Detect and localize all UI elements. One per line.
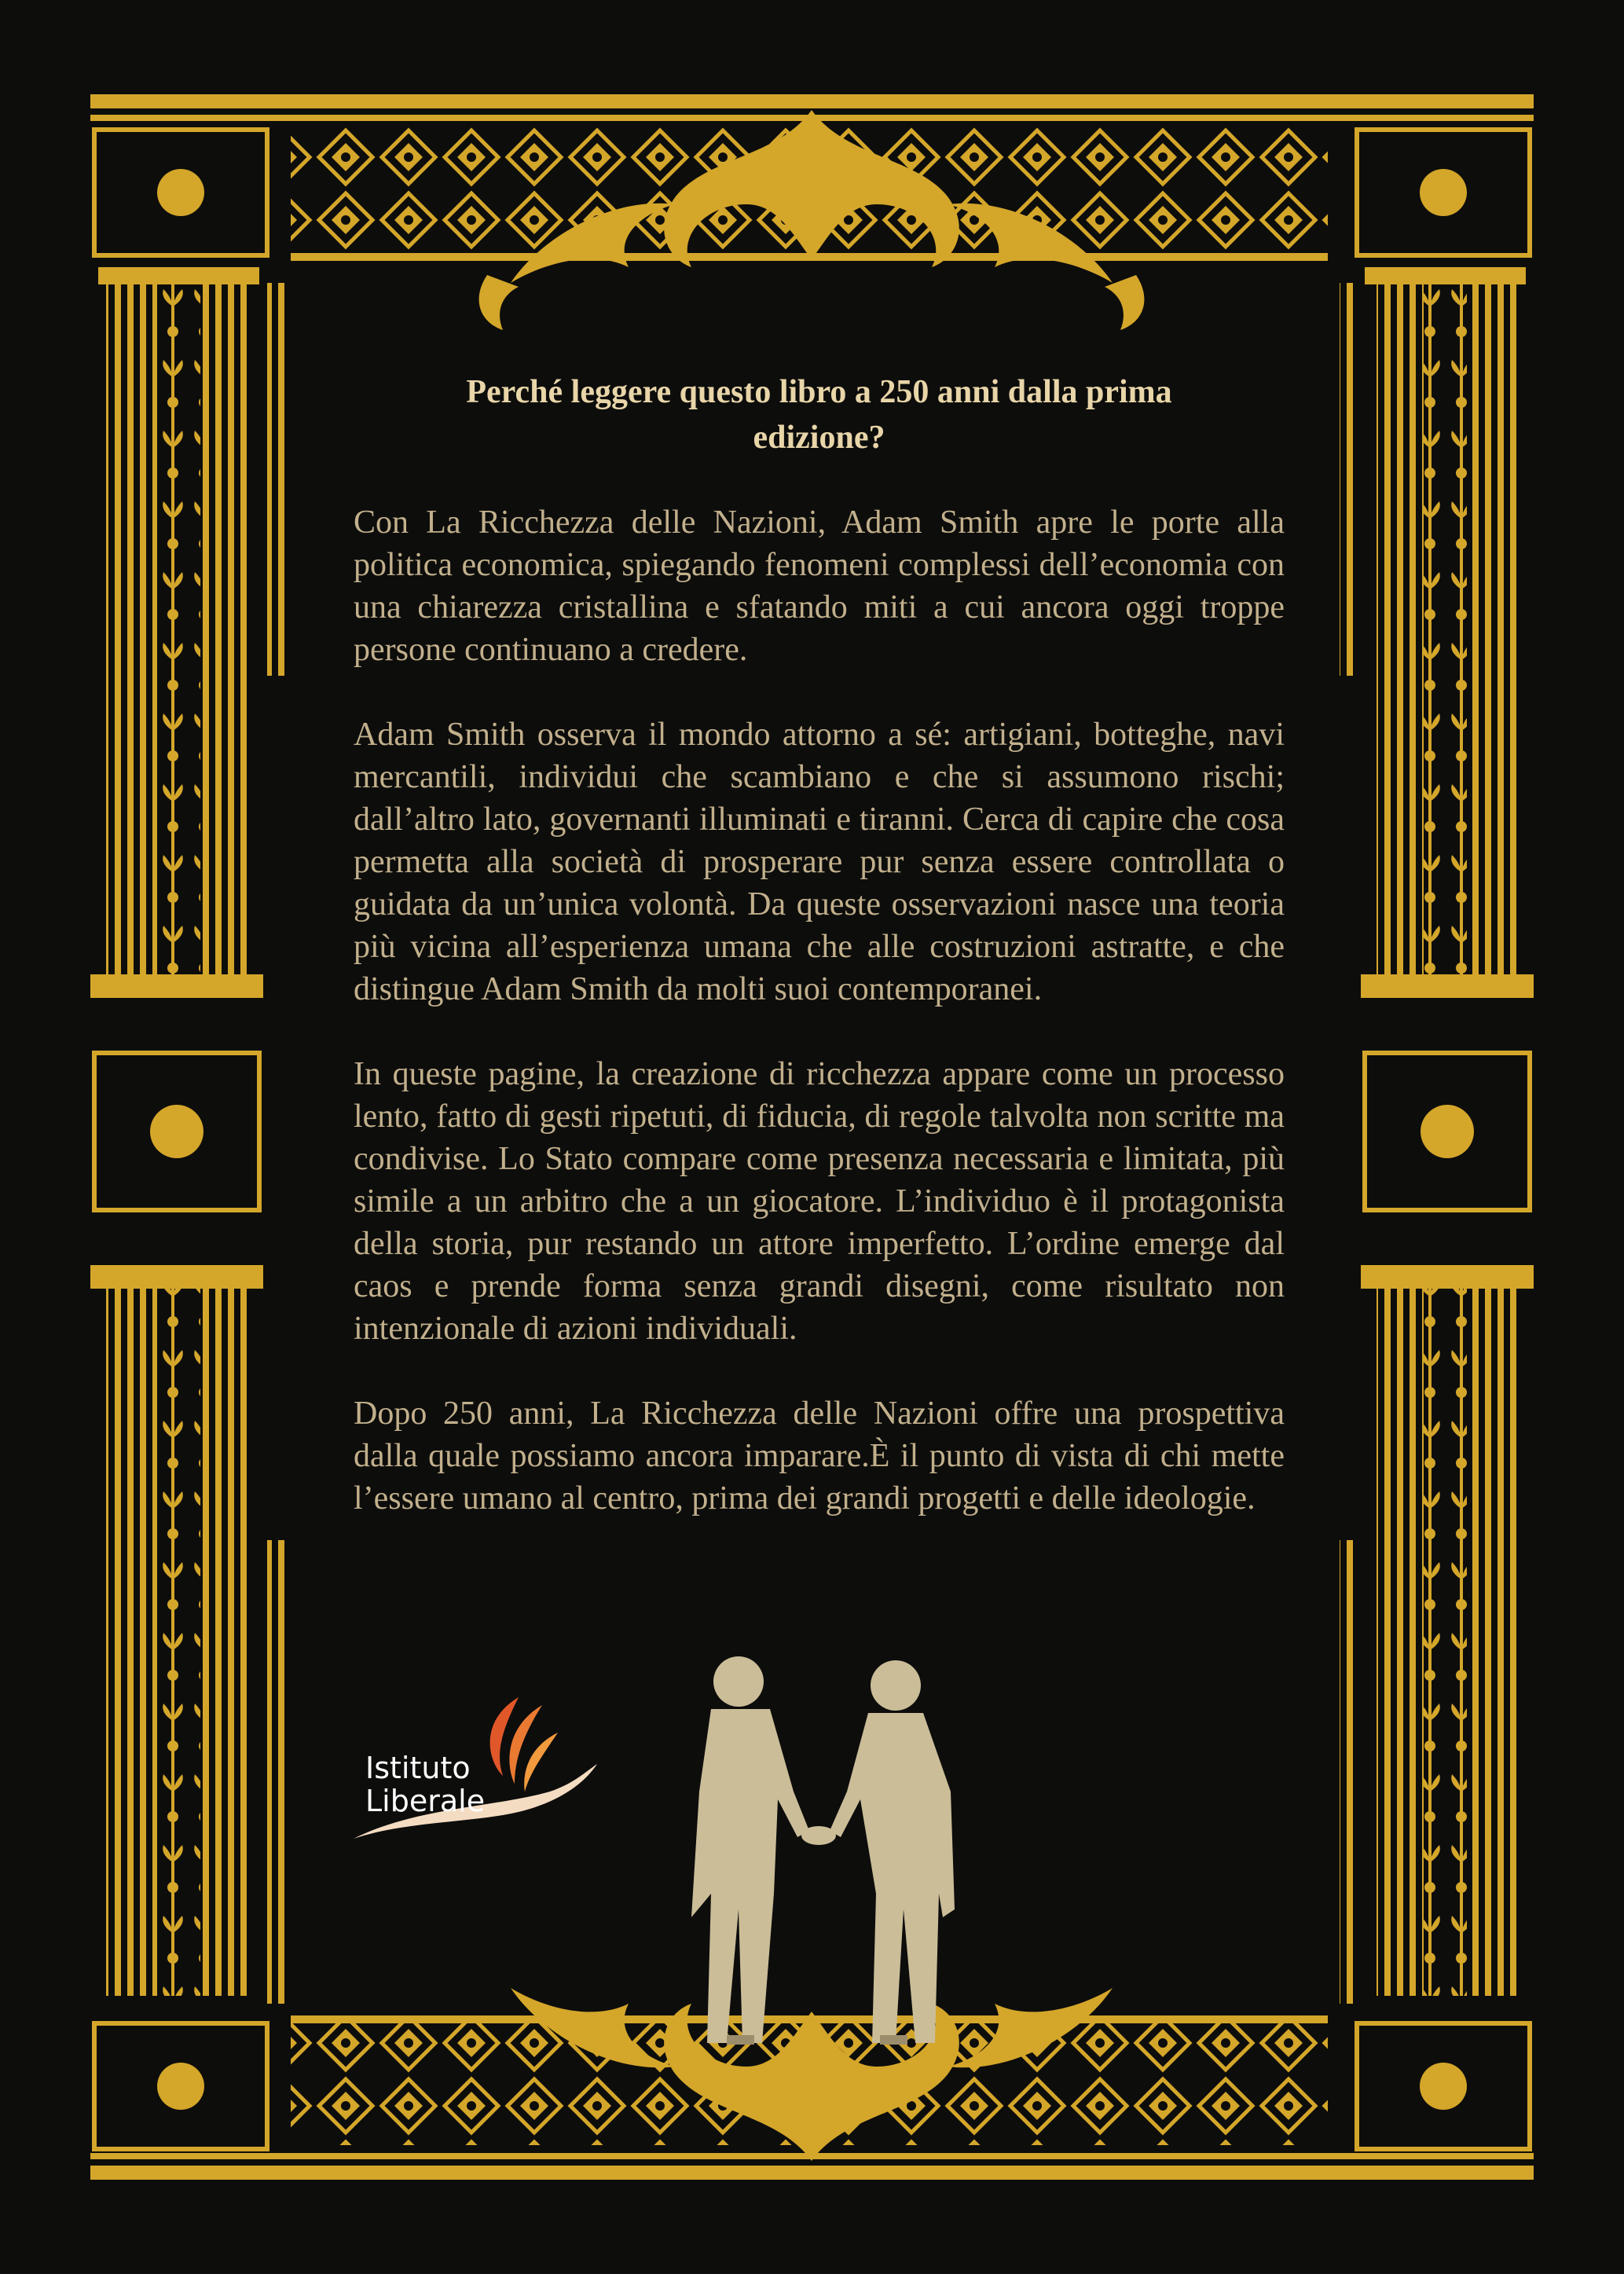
paragraph-2: Adam Smith osserva il mondo attorno a sé: artigiani, botteghe, navi mercantili, individui che scambiano e che si assumono rischi; dall’altro lato, governanti illuminati e tiranni. Cerca di capire che cosa permetta alla società di prosperare pur senza essere controllata o guidata da un’unica volontà. Da queste osservazioni nasce una teoria più vicina all’esperienza umana che alle costruzioni astratte, e che distingue Adam Smith da molti suoi contemporanei. [354, 717, 1285, 1007]
logo-line-2: Liberale [365, 1784, 486, 1818]
page-title: Perché leggere questo libro a 250 anni dalla prima edizione? [466, 374, 1172, 456]
logo-line-1: Istituto [365, 1751, 471, 1785]
handshake-statues-image [644, 1634, 1006, 2059]
istituto-liberale-logo [346, 1689, 605, 1847]
paragraph-4: Dopo 250 anni, La Ricchezza delle Nazioni offre una prospettiva dalla quale possiamo ancora imparare.È il punto di vista di chi mette l’essere umano al centro, prima dei grandi progetti e delle ideologie. [354, 1396, 1285, 1517]
paragraph-1: Con La Ricchezza delle Nazioni, Adam Smith apre le porte alla politica economica, spiegando fenomeni complessi dell’economia con una chiarezza cristallina e sfatando miti a cui ancora oggi troppe persone continuano a credere. [354, 504, 1285, 668]
main-text-block [354, 369, 1285, 1562]
paragraph-3: In queste pagine, la creazione di ricchezza appare come un processo lento, fatto di gesti ripetuti, di fiducia, di regole talvolta non scritte ma condivise. Lo Stato compare come presenza necessaria e limitata, più simile a un arbitro che a un giocatore. L’individuo è il protagonista della storia, pur restando un attore imperfetto. L’ordine emerge dal caos e prende forma senza grandi disegni, come risultato non intenzionale di azioni individuali. [354, 1056, 1285, 1347]
